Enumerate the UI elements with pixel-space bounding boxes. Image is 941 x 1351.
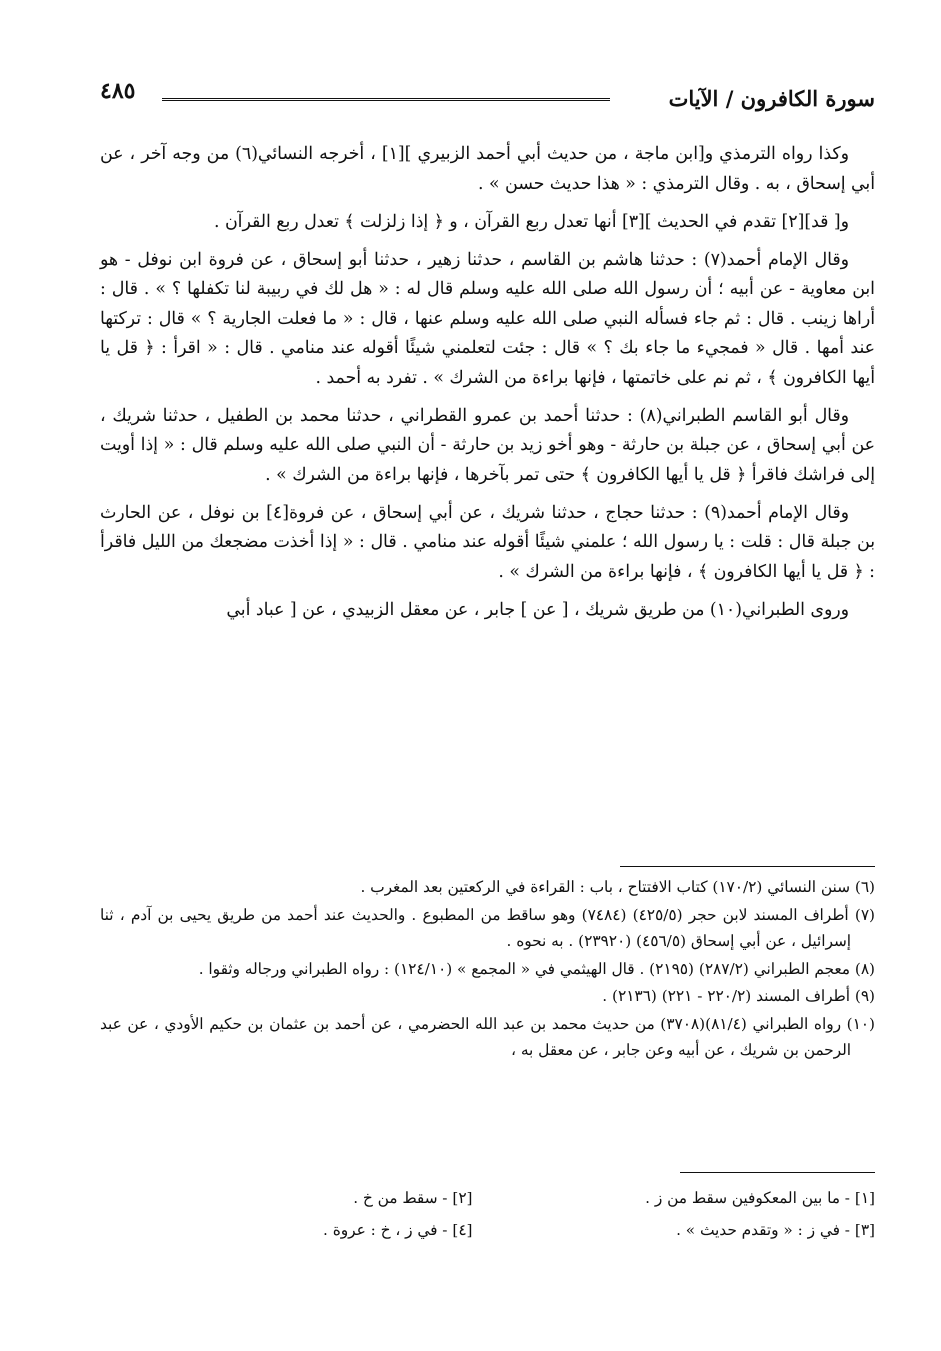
- variant-note: [٣] - في ز : « وتقدم حديث » .: [676, 1221, 875, 1239]
- variant-note: [٤] - في ز ، خ : عروة .: [323, 1221, 473, 1239]
- footnote: (٦) سنن النسائي (١٧٠/٢) كتاب الافتتاح ، باب : القراءة في الركعتين بعد المغرب .: [360, 878, 875, 896]
- variants-separator: [680, 1172, 875, 1173]
- paragraph: وقال أبو القاسم الطبراني(٨) : حدثنا أحمد بن عمرو القطراني ، حدثنا محمد بن الطفيل ، حدثنا شريك ، عن أبي إسحاق ، عن جبلة بن حارثة - وهو أخو زيد بن حارثة - أن النبي صلى الله عليه وسلم قال : « إذا أويت إلى فراشك فاقرأ ﴿ قل يا أيها الكافرون ﴾ حتى تمر بآخرها ، فإنها براءة من الشرك » .: [100, 405, 875, 485]
- footnote: (٨) معجم الطبراني (٢٨٧/٢) (٢١٩٥) . قال الهيثمي في « المجمع » (١٢٤/١٠) : رواه الطبراني ورجاله وثقوا .: [198, 959, 875, 978]
- variant-note: [٢] - سقط من خ .: [353, 1189, 473, 1207]
- running-title: سورة الكافرون / الآيات: [668, 86, 875, 111]
- page-header: [100, 78, 875, 124]
- footnote: (٧) أطراف المسند لابن حجر (٤٢٥/٥) (٧٤٨٤) وهو ساقط من المطبوع . والحديث عند أحمد من طريق يحيى بن آدم ، ثنا إسرائيل ، عن أبي إسحاق (٤٥٦/٥) (٢٣٩٢٠) . به نحوه .: [100, 905, 875, 950]
- paragraph: وقال الإمام أحمد(٧) : حدثنا هاشم بن القاسم ، حدثنا زهير ، حدثنا أبو إسحاق ، عن فروة ابن نوفل - هو ابن معاوية - عن أبيه ؛ أن رسول الله صلى الله عليه وسلم قال له : « هل لك في ربيبة لنا تكفلها ؟ » . قال : أراها زينب . قال : ثم جاء فسأله النبي صلى الله عليه وسلم عنها ، قال : « ما فعلت الجارية ؟ » قال : تركتها عند أمها . قال « فمجيء ما جاء بك ؟ » قال : جئت لتعلمني شيئًا أقوله عند منامي . قال : « اقرأ : ﴿ قل يا أيها الكافرون ﴾ ، ثم نم على خاتمتها ، فإنها براءة من الشرك » . تفرد به أحمد .: [100, 249, 875, 388]
- paragraph: و[ قد][٢] تقدم في الحديث ][٣] أنها تعدل ربع القرآن ، و ﴿ إذا زلزلت ﴾ تعدل ربع القرآن .: [213, 211, 849, 232]
- paragraph: وقال الإمام أحمد(٩) : حدثنا حجاج ، حدثنا شريك ، عن أبي إسحاق ، عن فروة[٤] بن نوفل ، عن الحارث بن جبلة قال : قلت : يا رسول الله ؛ علمني شيئًا أقوله عند منامي . قال : « إذا أخذت مضجعك من الليل فاقرأ : ﴿ قل يا أيها الكافرون ﴾ ، فإنها براءة من الشرك » .: [100, 502, 875, 582]
- footnotes: [100, 874, 875, 1065]
- footnote: (١٠) رواه الطبراني (٨١/٤)(٣٧٠٨) من حديث محمد بن عبد الله الحضرمي ، عن أحمد بن عثمان بن حكيم الأودي ، عن عبد الرحمن بن شريك ، عن أبيه وعن جابر ، عن معقل به ،: [100, 1014, 875, 1059]
- main-text: [100, 140, 875, 634]
- paragraph: وكذا رواه الترمذي و[ابن ماجة ، من حديث أبي أحمد الزبيري ][١] ، أخرجه النسائي(٦) من وجه آخر ، عن أبي إسحاق ، به . وقال الترمذي : « هذا حديث حسن » .: [100, 144, 875, 194]
- variant-note: [١] - ما بين المعكوفين سقط من ز .: [645, 1189, 875, 1207]
- manuscript-variants: [100, 1182, 875, 1246]
- footnotes-separator: [620, 866, 875, 867]
- page-number: ٤٨٥: [100, 78, 136, 104]
- footnote: (٩) أطراف المسند (٢٢٠/٢ - ٢٢١) (٢١٣٦) .: [602, 987, 875, 1005]
- header-rule: [162, 98, 610, 101]
- paragraph: وروى الطبراني(١٠) من طريق شريك ، [ عن ] جابر ، عن معقل الزبيدي ، عن [ عباد أبي: [226, 599, 849, 620]
